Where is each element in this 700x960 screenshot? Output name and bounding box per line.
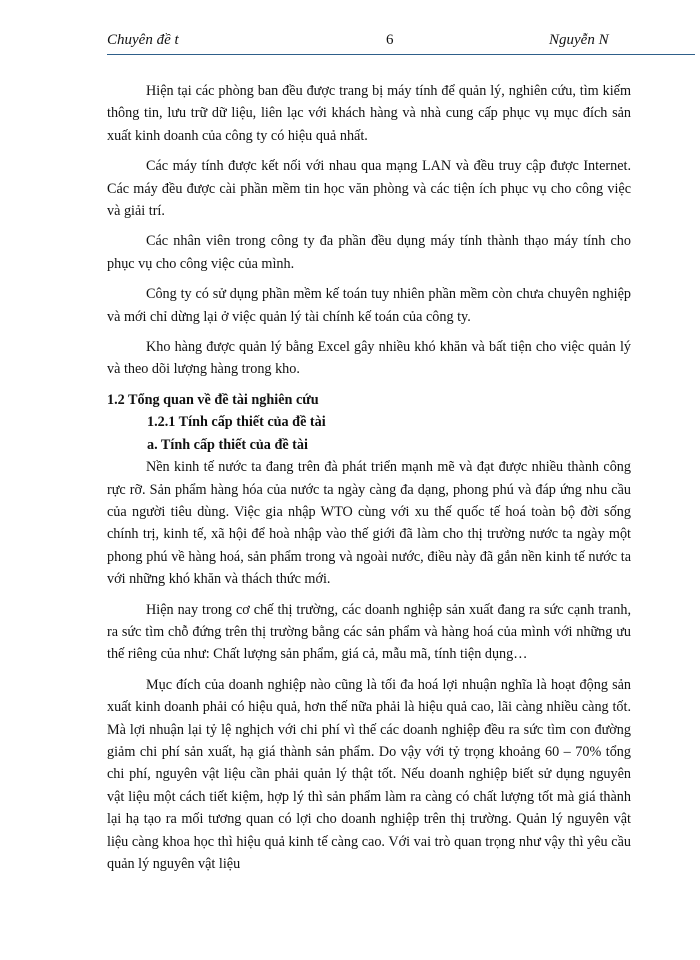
section-heading: 1.2 Tổng quan về đề tài nghiên cứu <box>107 391 319 408</box>
header-author-name: Nguyễn N <box>549 32 609 48</box>
paragraph: Mục đích của doanh nghiệp nào cũng là tối đa hoá lợi nhuận nghĩa là hoạt động sản xuất kinh doanh phải có hiệu quả, hơn thế nữa phải là hiệu quả cao, lãi càng nhiều càng tốt. Mà lợi nhuận lại tỷ lệ nghịch với chi phí vì thế các doanh nghiệp đều ra sức tìm con đường giảm chi phí sản xuất, hạ giá thành sản phẩm. Do vậy với tỷ trọng khoảng 60 – 70% tổng chi phí, nguyên vật liệu cần phải quản lý thật tốt. Nếu doanh nghiệp biết sử dụng nguyên vật liệu một cách tiết kiệm, hợp lý thì sản phẩm làm ra càng có chất lượng tốt mà giá thành lại hạ tạo ra mối tương quan có lợi cho doanh nghiệp trên thị trường. Quản lý nguyên vật liệu càng khoa học thì hiệu quả kinh tế càng cao. Với vai trò quan trọng như vậy thì yêu cầu quản lý nguyên vật liệu <box>107 676 631 872</box>
paragraph: Các máy tính được kết nối với nhau qua mạng LAN và đều truy cập được Internet. Các máy đều được cài phần mềm tin học văn phòng và các tiện ích phục vụ cho công việc và giải trí. <box>107 158 631 220</box>
document-body <box>107 80 631 883</box>
page-header <box>107 28 695 55</box>
subsection-heading: 1.2.1 Tính cấp thiết của đề tài <box>147 414 326 431</box>
paragraph: Công ty có sử dụng phần mềm kế toán tuy nhiên phần mềm còn chưa chuyên nghiệp và mới chỉ dừng lại ở việc quản lý tài chính kế toán của công ty. <box>107 286 631 325</box>
paragraph: Hiện nay trong cơ chế thị trường, các doanh nghiệp sản xuất đang ra sức cạnh tranh, ra sức tìm chỗ đứng trên thị trường bằng các sản phẩm và hàng hoá của mình với những ưu thế riêng của như: Chất lượng sản phẩm, giá cả, mẫu mã, tính tiện dụng… <box>107 601 631 663</box>
paragraph: Các nhân viên trong công ty đa phần đều dụng máy tính thành thạo máy tính cho phục vụ cho công việc của mình. <box>107 233 631 272</box>
page-number: 6 <box>386 32 394 48</box>
paragraph: Kho hàng được quản lý bằng Excel gây nhiều khó khăn và bất tiện cho việc quản lý và theo dõi lượng hàng trong kho. <box>107 339 631 378</box>
header-document-title: Chuyên đề t <box>107 32 179 48</box>
paragraph: Hiện tại các phòng ban đều được trang bị máy tính để quản lý, nghiên cứu, tìm kiếm thông tin, lưu trữ dữ liệu, liên lạc với khách hàng và nhà cung cấp phục vụ mục đích sản xuất kinh doanh của công ty có hiệu quả nhất. <box>107 83 631 144</box>
paragraph: Nền kinh tế nước ta đang trên đà phát triển mạnh mẽ và đạt được nhiều thành công rực rỡ. Sản phẩm hàng hóa của nước ta ngày càng đa dạng, phong phú và đáp ứng nhu cầu của người tiêu dùng. Việc gia nhập WTO cùng với xu thế quốc tế hoá toàn bộ đời sống chính trị, kinh tế, xã hội để hoà nhập vào thế giới đã làm cho thị trường nước ta ngày một phong phú về hàng hoá, sản phẩm trong và ngoài nước, điều này đã gắn nền kinh tế nước ta với những khó khăn và thách thức mới. <box>107 459 631 588</box>
subsubsection-heading: a. Tính cấp thiết của đề tài <box>147 436 308 453</box>
